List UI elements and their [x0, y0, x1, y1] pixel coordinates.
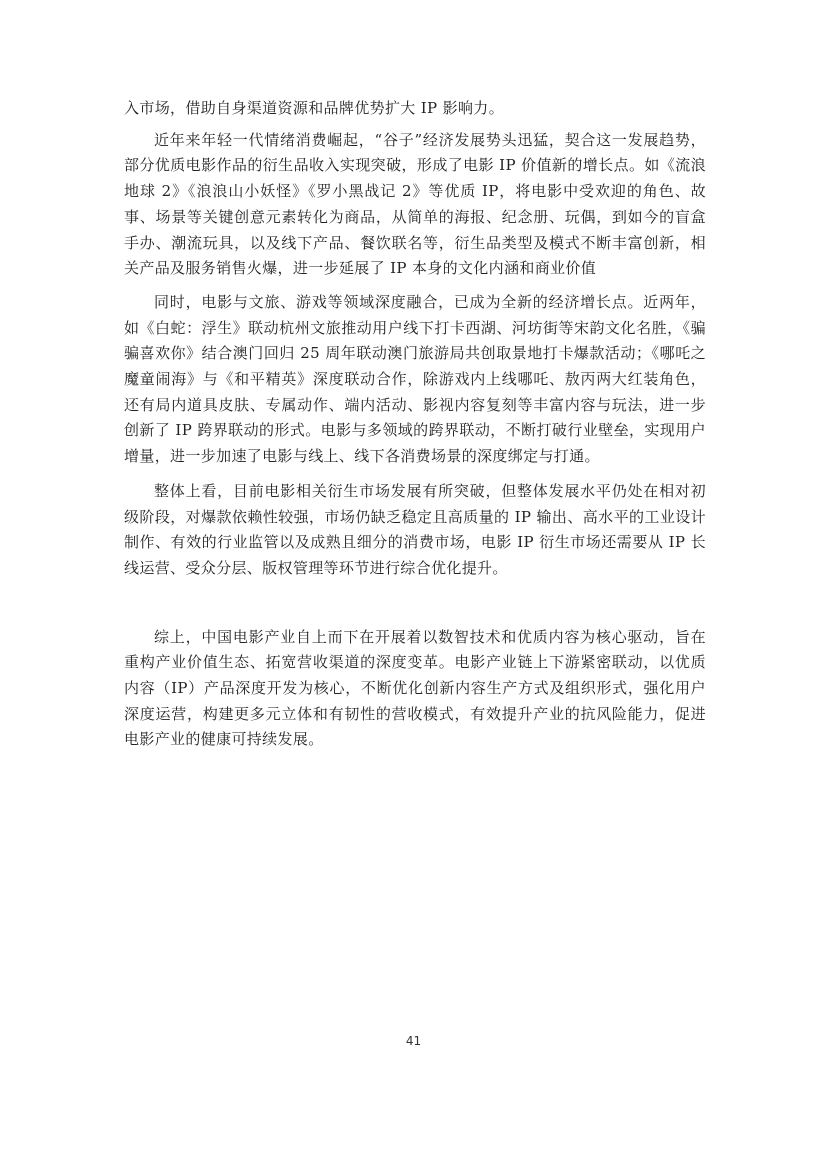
paragraph-overall-assessment: 整体上看，目前电影相关衍生市场发展有所突破，但整体发展水平仍处在相对初级阶段，对爆款依赖性较强，市场仍缺乏稳定且高质量的 IP 输出、高水平的工业设计制作、有效的行业监管以及成熟且细分的消费市场，电影 IP 衍生市场还需要从 IP 长线运营、受众分层、版权管理等环节进行综合优化提升。: [124, 481, 706, 577]
page-number: 41: [405, 1034, 422, 1048]
paragraph-emotional-consumption: 近年来年轻一代情绪消费崛起，“谷子”经济发展势头迅猛，契合这一发展趋势，部分优质电影作品的衍生品收入实现突破，形成了电影 IP 价值新的增长点。如《流浪地球 2》《浪浪山小妖怪》《罗小黑战记 2》等优质 IP，将电影中受欢迎的角色、故事、场景等关键创意元素转化为商品，从简单的海报、纪念册、玩偶，到如今的盲盒手办、潮流玩具，以及线下产品、餐饮联名等，衍生品类型及模式不断丰富创新，相关产品及服务销售火爆，进一步延展了 IP 本身的文化内涵和商业价值: [124, 130, 706, 278]
paragraph-conclusion: 综上，中国电影产业自上而下在开展着以数智技术和优质内容为核心驱动，旨在重构产业价值生态、拓宽营收渠道的深度变革。电影产业链上下游紧密联动，以优质内容（IP）产品深度开发为核心，不断优化创新内容生产方式及组织形式，强化用户深度运营，构建更多元立体和有韧性的营收模式，有效提升产业的抗风险能力，促进电影产业的健康可持续发展。: [124, 627, 706, 749]
document-body: [124, 96, 706, 753]
paragraph-continuation: 入市场，借助自身渠道资源和品牌优势扩大 IP 影响力。: [124, 99, 505, 117]
paragraph-cross-industry: 同时，电影与文旅、游戏等领域深度融合，已成为全新的经济增长点。近两年，如《白蛇：浮生》联动杭州文旅推动用户线下打卡西湖、河坊街等宋韵文化名胜，《骗骗喜欢你》结合澳门回归 25 周年联动澳门旅游局共创取景地打卡爆款活动；《哪吒之魔童闹海》与《和平精英》深度联动合作，除游戏内上线哪吒、敖丙两大红装角色，还有局内道具皮肤、专属动作、端内活动、影视内容复刻等丰富内容与玩法，进一步创新了 IP 跨界联动的形式。电影与多领域的跨界联动，不断打破行业壁垒，实现用户增量，进一步加速了电影与线上、线下各消费场景的深度绑定与打通。: [124, 292, 706, 466]
